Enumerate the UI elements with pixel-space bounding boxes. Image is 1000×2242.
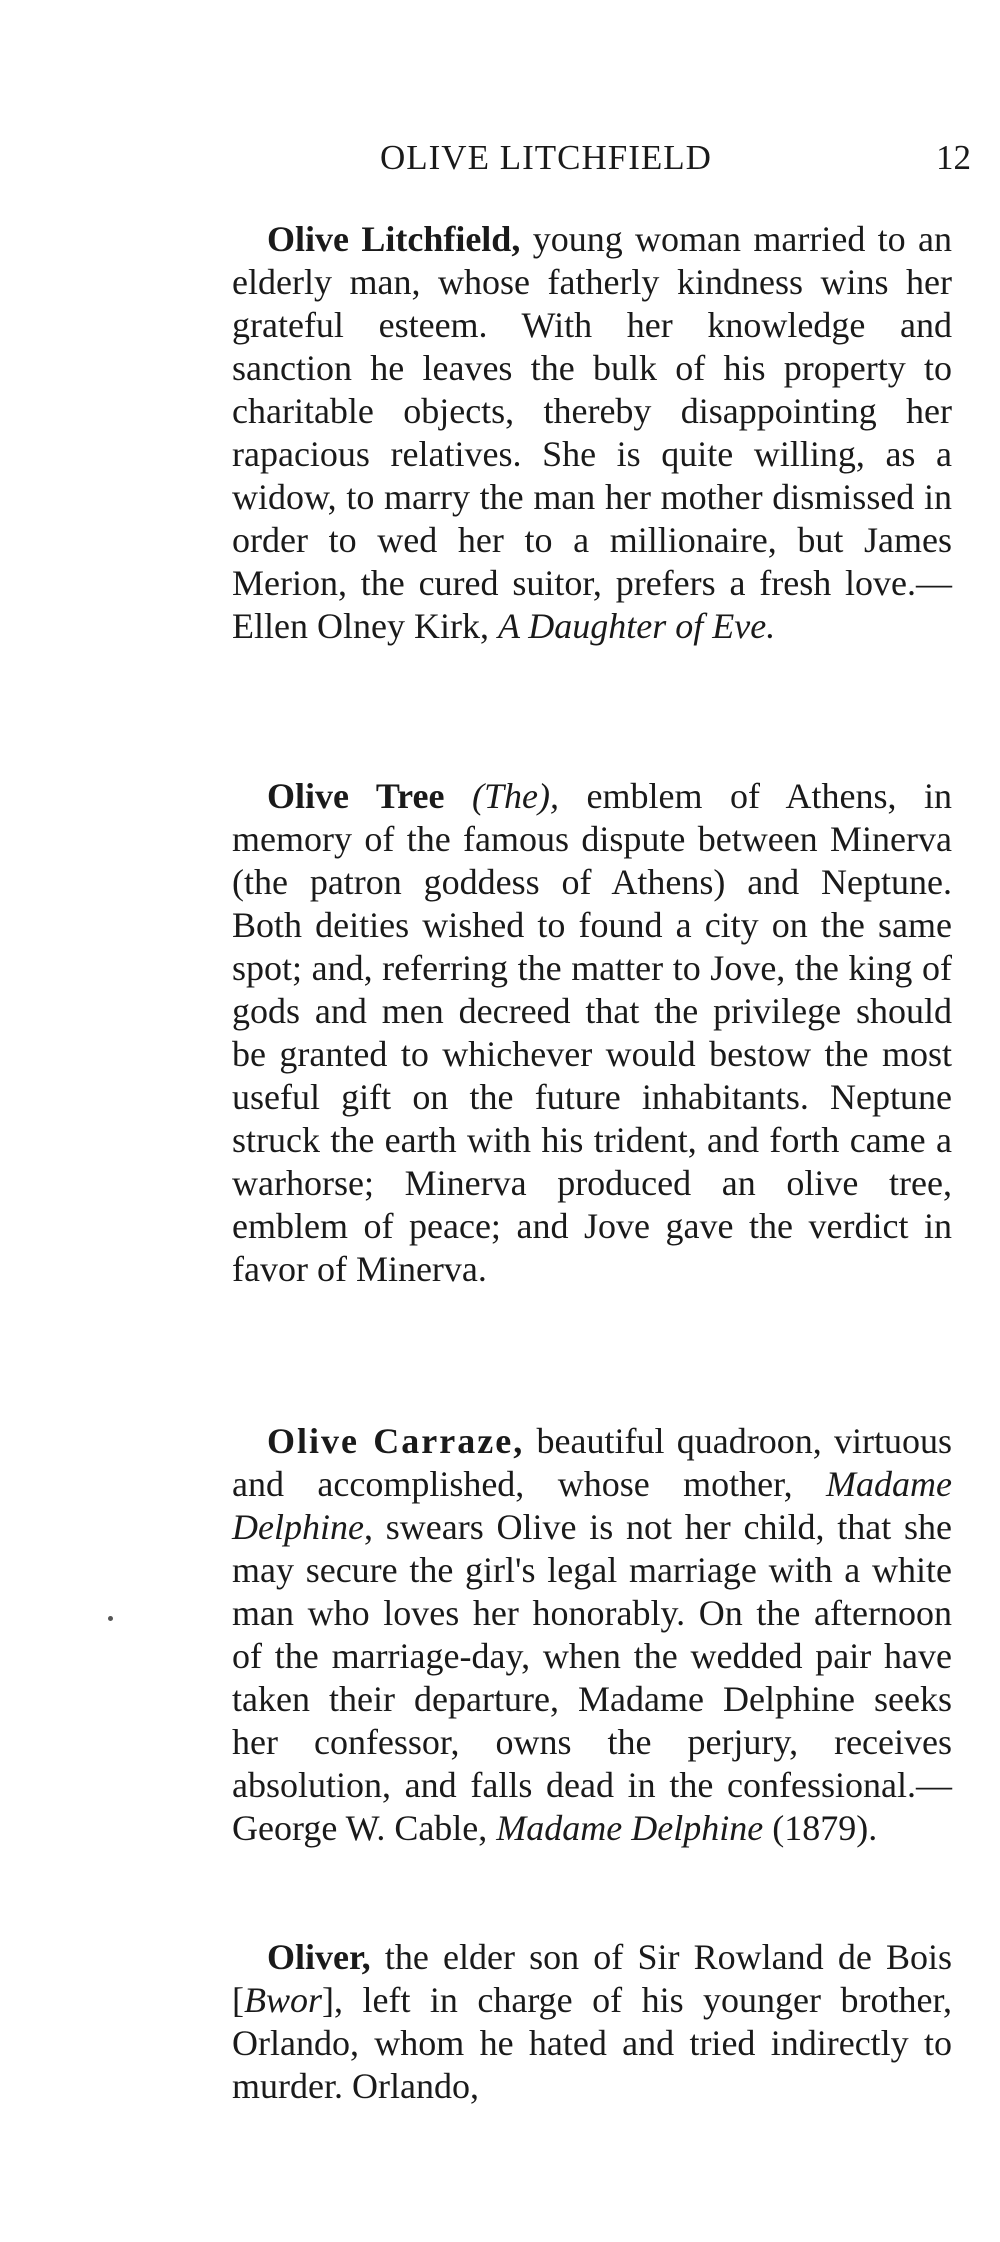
headword: Olive Tree: [267, 776, 445, 816]
source-title: Madame Delphine: [496, 1808, 764, 1848]
entry-text: young woman married to an elderly man, whose fatherly kindness wins her grateful esteem. With her knowledge and sanction he leaves the bulk of his property to charitable objects, thereby disappointing her rapacious relatives. She is quite willing, as a widow, to marry the man her mother dismissed in order to wed her to a millionaire, but James Merion, the cured suitor, prefers a fresh love.—Ellen Olney Kirk,: [232, 219, 952, 646]
entry-text: beautiful quadroon, virtuous and accomplished, whose mother,: [232, 1421, 953, 1504]
entry-olive-carraze: [232, 1420, 952, 1850]
entry-olive-litchfield: [232, 218, 952, 648]
source-title: A Daughter of Eve.: [497, 606, 776, 646]
source-year: (1879).: [763, 1808, 878, 1848]
running-title: OLIVE LITCHFIELD: [380, 138, 712, 177]
headword-parenthetical: (The),: [444, 776, 559, 816]
entry-oliver: [232, 1936, 952, 2108]
entry-text-continued: , swears Olive is not her child, that she may secure the girl's legal marriage with a white man who loves her honorably. On the afternoon of the marriage-day, when the wedded pair have taken their departure, Madame Delphine seeks her confessor, owns the perjury, receives absolution, and falls dead in the confessional.—George W. Cable,: [232, 1507, 952, 1848]
running-head: [0, 138, 1000, 188]
entry-text: the elder son of Sir Rowland de Bois [: [232, 1937, 952, 2020]
entry-text-continued: ], left in charge of his younger brother, Orlando, whom he hated and tried indirectly to murder. Orlando,: [232, 1980, 952, 2106]
pronunciation: Bwor: [244, 1980, 323, 2020]
entry-text: emblem of Athens, in memory of the famous dispute between Minerva (the patron goddess of Athens) and Neptune. Both deities wished to found a city on the same spot; and, referring the matter to Jove, the king of gods and men decreed that the privilege should be granted to whichever would bestow the most useful gift on the future inhabitants. Neptune struck the earth with his trident, and forth came a warhorse; Minerva produced an olive tree, emblem of peace; and Jove gave the verdict in favor of Minerva.: [232, 776, 952, 1289]
headword: Olive Carraze,: [267, 1421, 525, 1461]
page-number: 12: [936, 138, 971, 177]
headword: Oliver,: [267, 1937, 371, 1977]
headword: Olive Litchfield,: [267, 219, 521, 259]
entry-olive-tree: [232, 775, 952, 1291]
character-name: Madame Delphine: [232, 1464, 952, 1547]
stray-dot-mark: [108, 1616, 113, 1621]
